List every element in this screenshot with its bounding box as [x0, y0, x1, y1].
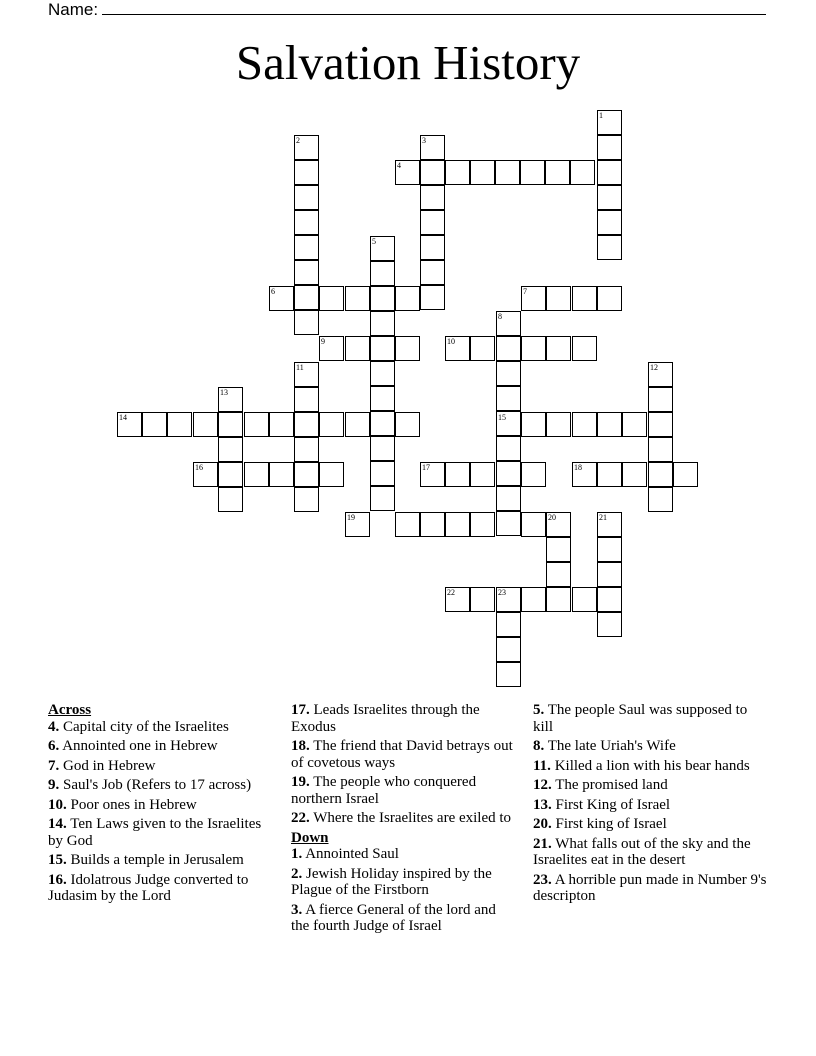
clue-down-1: 1. Annointed Saul [291, 846, 399, 862]
clue-across-10: 10. Poor ones in Hebrew [48, 796, 197, 813]
cell-number: 6 [271, 287, 275, 296]
grid-cell[interactable] [370, 411, 395, 436]
cell-number: 9 [321, 337, 325, 346]
grid-cell[interactable] [370, 436, 395, 461]
grid-cell[interactable] [648, 387, 673, 412]
grid-cell[interactable] [218, 437, 243, 462]
grid-cell[interactable] [445, 160, 470, 185]
cell-number: 22 [447, 588, 455, 597]
clue-across-18: 18. The friend that David betrays out of covetous ways [291, 738, 513, 771]
grid-cell[interactable] [521, 336, 546, 361]
grid-cell[interactable] [496, 386, 521, 411]
cell-number: 7 [523, 287, 527, 296]
cell-number: 15 [498, 413, 506, 422]
grid-cell[interactable] [597, 612, 622, 637]
grid-cell[interactable] [597, 537, 622, 562]
grid-cell[interactable] [597, 210, 622, 235]
cell-number: 18 [574, 463, 582, 472]
grid-cell[interactable] [546, 537, 571, 562]
grid-cell[interactable] [572, 286, 597, 311]
grid-cell[interactable] [370, 311, 395, 336]
grid-cell[interactable] [470, 462, 495, 487]
grid-cell[interactable] [294, 310, 319, 335]
clue-down-3: 3. A fierce General of the lord and the fourth Judge of Israel [291, 901, 496, 934]
grid-cell[interactable] [420, 512, 445, 537]
grid-cell[interactable] [496, 486, 521, 511]
grid-cell[interactable] [648, 487, 673, 512]
grid-cell[interactable] [294, 210, 319, 235]
grid-cell[interactable] [546, 587, 571, 612]
grid-cell[interactable] [294, 260, 319, 285]
grid-cell[interactable] [572, 336, 597, 361]
grid-cell[interactable] [218, 487, 243, 512]
clues-column-3 [533, 702, 767, 908]
grid-cell[interactable] [673, 462, 698, 487]
grid-cell[interactable] [370, 261, 395, 286]
cell-number: 4 [397, 161, 401, 170]
grid-cell[interactable] [294, 462, 319, 487]
grid-cell[interactable] [294, 487, 319, 512]
grid-cell[interactable] [244, 412, 269, 437]
cell-number: 1 [599, 111, 603, 120]
grid-cell[interactable] [420, 160, 445, 185]
cell-number: 13 [220, 388, 228, 397]
clue-across-4: 4. Capital city of the Israelites [48, 718, 229, 735]
grid-cell[interactable] [521, 462, 546, 487]
grid-cell[interactable] [370, 461, 395, 486]
clue-across-22: 22. Where the Israelites are exiled to [291, 810, 512, 826]
clue-across-9: 9. Saul's Job (Refers to 17 across) [48, 777, 252, 793]
grid-cell[interactable] [319, 286, 344, 311]
grid-cell[interactable] [294, 387, 319, 412]
grid-cell[interactable] [496, 662, 521, 687]
grid-cell[interactable] [269, 462, 294, 487]
grid-cell[interactable] [545, 160, 570, 185]
grid-cell[interactable] [470, 336, 495, 361]
grid-cell[interactable] [546, 336, 571, 361]
grid-cell[interactable] [294, 437, 319, 462]
grid-cell[interactable] [370, 336, 395, 361]
grid-cell[interactable] [572, 587, 597, 612]
grid-cell[interactable] [218, 462, 243, 487]
clues-column-2 [291, 702, 513, 938]
cell-number: 21 [599, 513, 607, 522]
grid-cell[interactable] [546, 412, 571, 437]
grid-cell[interactable] [167, 412, 192, 437]
grid-cell[interactable] [496, 637, 521, 662]
clues-column-1 [48, 702, 270, 908]
clue-across-16: 16. Idolatrous Judge converted to Judasim by the Lord [48, 871, 249, 904]
clue-down-13: 13. First King of Israel [533, 796, 671, 813]
grid-cell[interactable] [597, 412, 622, 437]
grid-cell[interactable] [570, 160, 595, 185]
clue-down-11: 11. Killed a lion with his bear hands [533, 757, 750, 774]
clue-down-8: 8. The late Uriah's Wife [533, 738, 676, 754]
grid-cell[interactable] [597, 286, 622, 311]
grid-cell[interactable] [193, 412, 218, 437]
grid-cell[interactable] [495, 160, 520, 185]
grid-cell[interactable] [496, 361, 521, 386]
clue-down-5: 5. The people Saul was supposed to kill [533, 702, 748, 735]
grid-cell[interactable] [395, 512, 420, 537]
grid-cell[interactable] [597, 462, 622, 487]
cell-number: 5 [372, 237, 376, 246]
grid-cell[interactable] [345, 286, 370, 311]
grid-cell[interactable] [370, 486, 395, 511]
cell-number: 8 [498, 312, 502, 321]
cell-number: 11 [296, 363, 304, 372]
grid-cell[interactable] [420, 260, 445, 285]
name-label: Name: [48, 0, 99, 19]
cell-number: 2 [296, 136, 300, 145]
clue-down-23: 23. A horrible pun made in Number 9's descripton [533, 871, 767, 904]
grid-cell[interactable] [496, 612, 521, 637]
grid-cell[interactable] [496, 336, 521, 361]
grid-cell[interactable] [370, 386, 395, 411]
down-heading: Down [291, 829, 329, 846]
clue-across-17: 17. Leads Israelites through the Exodus [291, 702, 480, 735]
page-title: Salvation History [235, 35, 581, 90]
grid-cell[interactable] [597, 135, 622, 160]
grid-cell[interactable] [269, 412, 294, 437]
clue-across-6: 6. Annointed one in Hebrew [48, 738, 218, 754]
grid-cell[interactable] [294, 160, 319, 185]
grid-cell[interactable] [370, 361, 395, 386]
grid-cell[interactable] [445, 512, 470, 537]
grid-cell[interactable] [648, 462, 673, 487]
grid-cell[interactable] [521, 587, 546, 612]
grid-cell[interactable] [395, 286, 420, 311]
cell-number: 10 [447, 337, 455, 346]
grid-cell[interactable] [496, 461, 521, 486]
cell-number: 20 [548, 513, 556, 522]
cell-number: 12 [650, 363, 658, 372]
grid-cell[interactable] [597, 562, 622, 587]
grid-cell[interactable] [345, 412, 370, 437]
grid-cell[interactable] [319, 462, 344, 487]
clue-down-2: 2. Jewish Holiday inspired by the Plague of the Firstborn [291, 865, 492, 898]
across-heading: Across [48, 702, 92, 718]
grid-cell[interactable] [546, 562, 571, 587]
cell-number: 17 [422, 463, 430, 472]
clue-across-7: 7. God in Hebrew [48, 757, 156, 774]
grid-cell[interactable] [420, 285, 445, 310]
grid-cell[interactable] [622, 462, 647, 487]
grid-cell[interactable] [597, 185, 622, 210]
grid-cell[interactable] [370, 286, 395, 311]
clue-down-12: 12. The promised land [533, 777, 668, 793]
grid-cell[interactable] [470, 160, 495, 185]
grid-cell[interactable] [648, 437, 673, 462]
grid-cell[interactable] [546, 286, 571, 311]
grid-cell[interactable] [395, 336, 420, 361]
grid-cell[interactable] [142, 412, 167, 437]
grid-cell[interactable] [597, 160, 622, 185]
grid-cell[interactable] [294, 412, 319, 437]
grid-cell[interactable] [420, 185, 445, 210]
grid-cell[interactable] [521, 512, 546, 537]
cell-number: 14 [119, 413, 127, 422]
clue-across-14: 14. Ten Laws given to the Israelites by God [48, 816, 262, 849]
grid-cell[interactable] [420, 235, 445, 260]
grid-cell[interactable] [648, 412, 673, 437]
grid-cell[interactable] [244, 462, 269, 487]
clue-down-21: 21. What falls out of the sky and the Israelites eat in the desert [533, 835, 751, 868]
grid-cell[interactable] [470, 512, 495, 537]
cell-number: 16 [195, 463, 203, 472]
grid-cell[interactable] [345, 336, 370, 361]
clue-across-19: 19. The people who conquered northern Israel [291, 774, 477, 807]
grid-cell[interactable] [597, 235, 622, 260]
cell-number: 19 [347, 513, 355, 522]
clue-down-20: 20. First king of Israel [533, 816, 667, 832]
grid-cell[interactable] [597, 587, 622, 612]
grid-cell[interactable] [218, 412, 243, 437]
cell-number: 3 [422, 136, 426, 145]
grid-cell[interactable] [520, 160, 545, 185]
grid-cell[interactable] [319, 412, 344, 437]
grid-cell[interactable] [445, 462, 470, 487]
grid-cell[interactable] [496, 436, 521, 461]
grid-cell[interactable] [496, 511, 521, 536]
cell-number: 23 [498, 588, 506, 597]
grid-cell[interactable] [395, 412, 420, 437]
grid-cell[interactable] [521, 412, 546, 437]
grid-cell[interactable] [420, 210, 445, 235]
grid-cell[interactable] [294, 185, 319, 210]
grid-cell[interactable] [572, 412, 597, 437]
grid-cell[interactable] [294, 285, 319, 310]
grid-cell[interactable] [622, 412, 647, 437]
grid-cell[interactable] [294, 235, 319, 260]
clue-across-15: 15. Builds a temple in Jerusalem [48, 852, 244, 868]
grid-cell[interactable] [470, 587, 495, 612]
